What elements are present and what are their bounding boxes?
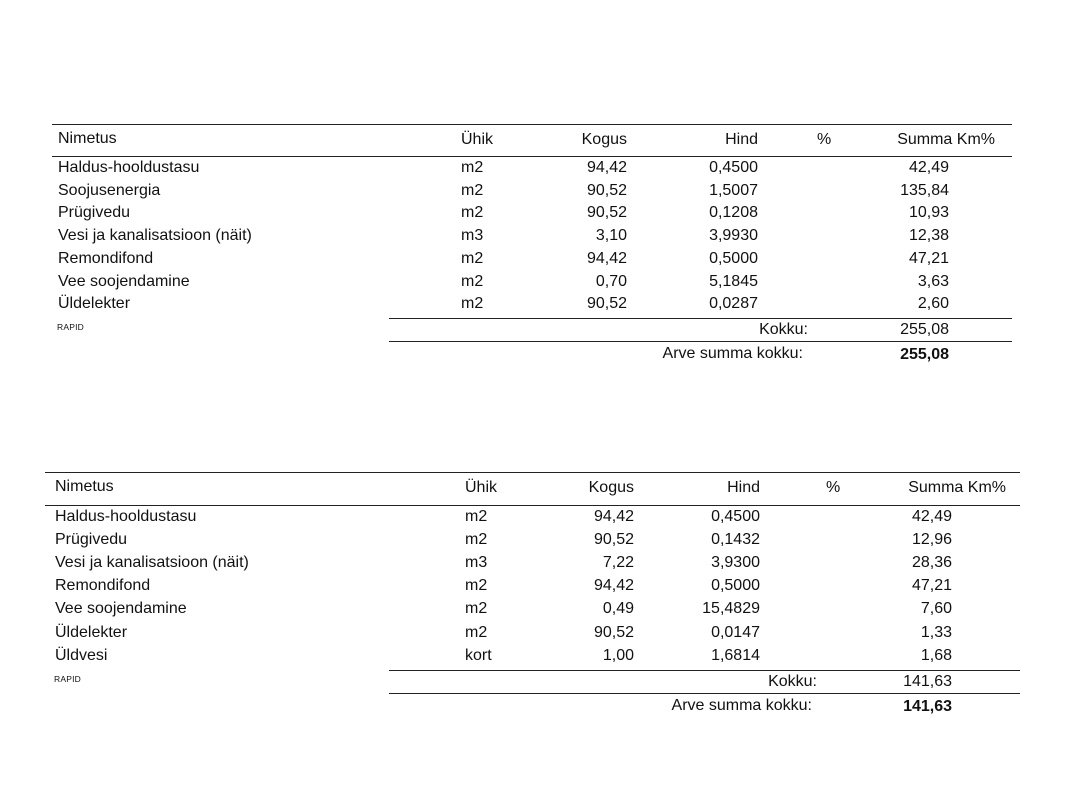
total-label: Kokku: [759, 321, 808, 338]
header-sum: Summa Km% [908, 479, 1006, 496]
cell-unit: m2 [461, 250, 484, 267]
cell-quantity: 3,10 [595, 227, 627, 244]
cell-price: 0,5000 [709, 250, 758, 267]
cell-name: Soojusenergia [58, 182, 161, 199]
footer-note: RAPID [54, 674, 81, 684]
invoice-total-value: 141,63 [903, 698, 952, 715]
cell-quantity: 0,49 [602, 600, 634, 617]
cell-name: Remondifond [58, 250, 154, 267]
cell-quantity: 94,42 [586, 250, 627, 267]
total-value: 141,63 [903, 673, 952, 690]
header-percent: % [826, 479, 841, 496]
cell-sum: 1,33 [920, 624, 952, 641]
cell-name: Üldelekter [58, 295, 131, 312]
cell-price: 1,5007 [709, 182, 758, 199]
cell-sum: 12,38 [908, 227, 949, 244]
cell-unit: m2 [465, 577, 488, 594]
header-quantity: Kogus [581, 131, 627, 148]
total-rule [389, 693, 1020, 694]
cell-unit: m2 [465, 531, 488, 548]
cell-sum: 7,60 [920, 600, 952, 617]
invoice-total-label: Arve summa kokku: [662, 345, 803, 362]
cell-price: 0,1208 [709, 204, 758, 221]
cell-sum: 28,36 [911, 554, 952, 571]
cell-name: Vesi ja kanalisatsioon (näit) [55, 554, 249, 571]
cell-price: 0,4500 [709, 159, 758, 176]
cell-quantity: 7,22 [602, 554, 634, 571]
footer-note: RAPID [57, 322, 84, 332]
cell-name: Vee soojendamine [58, 273, 190, 290]
cell-price: 0,0287 [709, 295, 758, 312]
invoice-total-label: Arve summa kokku: [671, 697, 812, 714]
subtotal-rule [389, 318, 1012, 319]
cell-sum: 1,68 [920, 647, 952, 664]
cell-quantity: 94,42 [586, 159, 627, 176]
cell-sum: 47,21 [908, 250, 949, 267]
table-top-rule [52, 124, 1012, 125]
cell-quantity: 90,52 [593, 624, 634, 641]
cell-unit: m3 [465, 554, 488, 571]
header-sum: Summa Km% [897, 131, 995, 148]
cell-name: Prügivedu [58, 204, 131, 221]
header-bottom-rule [45, 505, 1020, 506]
cell-name: Remondifond [55, 577, 151, 594]
cell-price: 5,1845 [709, 273, 758, 290]
cell-price: 1,6814 [711, 647, 760, 664]
cell-unit: m2 [465, 624, 488, 641]
header-name: Nimetus [55, 478, 114, 495]
cell-quantity: 94,42 [593, 577, 634, 594]
cell-name: Üldvesi [55, 647, 108, 664]
header-price: Hind [725, 131, 758, 148]
total-value: 255,08 [900, 321, 949, 338]
cell-sum: 42,49 [908, 159, 949, 176]
cell-name: Haldus-hooldustasu [58, 159, 200, 176]
cell-sum: 2,60 [917, 295, 949, 312]
header-price: Hind [727, 479, 760, 496]
cell-quantity: 90,52 [593, 531, 634, 548]
cell-quantity: 1,00 [602, 647, 634, 664]
cell-price: 3,9930 [709, 227, 758, 244]
cell-unit: m2 [461, 295, 484, 312]
cell-name: Vesi ja kanalisatsioon (näit) [58, 227, 252, 244]
cell-quantity: 90,52 [586, 295, 627, 312]
header-quantity: Kogus [588, 479, 634, 496]
cell-unit: m2 [461, 182, 484, 199]
table-top-rule [45, 472, 1020, 473]
cell-sum: 42,49 [911, 508, 952, 525]
cell-quantity: 90,52 [586, 182, 627, 199]
cell-quantity: 90,52 [586, 204, 627, 221]
cell-price: 0,5000 [711, 577, 760, 594]
cell-unit: m2 [461, 273, 484, 290]
header-unit: Ühik [461, 131, 494, 148]
cell-sum: 10,93 [908, 204, 949, 221]
cell-name: Haldus-hooldustasu [55, 508, 197, 525]
total-rule [389, 341, 1012, 342]
cell-sum: 135,84 [900, 182, 949, 199]
cell-unit: m2 [465, 508, 488, 525]
cell-unit: m2 [461, 204, 484, 221]
cell-quantity: 0,70 [595, 273, 627, 290]
header-bottom-rule [52, 156, 1012, 157]
cell-price: 0,4500 [711, 508, 760, 525]
cell-sum: 12,96 [911, 531, 952, 548]
cell-name: Üldelekter [55, 624, 128, 641]
header-unit: Ühik [465, 479, 498, 496]
invoice-total-value: 255,08 [900, 346, 949, 363]
header-name: Nimetus [58, 130, 117, 147]
cell-sum: 3,63 [917, 273, 949, 290]
cell-name: Vee soojendamine [55, 600, 187, 617]
header-percent: % [817, 131, 832, 148]
cell-price: 3,9300 [711, 554, 760, 571]
cell-unit: m2 [461, 159, 484, 176]
cell-price: 0,1432 [711, 531, 760, 548]
cell-price: 0,0147 [711, 624, 760, 641]
cell-unit: m2 [465, 600, 488, 617]
cell-name: Prügivedu [55, 531, 128, 548]
cell-price: 15,4829 [702, 600, 760, 617]
cell-quantity: 94,42 [593, 508, 634, 525]
cell-unit: kort [465, 647, 492, 664]
total-label: Kokku: [768, 673, 817, 690]
cell-sum: 47,21 [911, 577, 952, 594]
cell-unit: m3 [461, 227, 484, 244]
subtotal-rule [389, 670, 1020, 671]
